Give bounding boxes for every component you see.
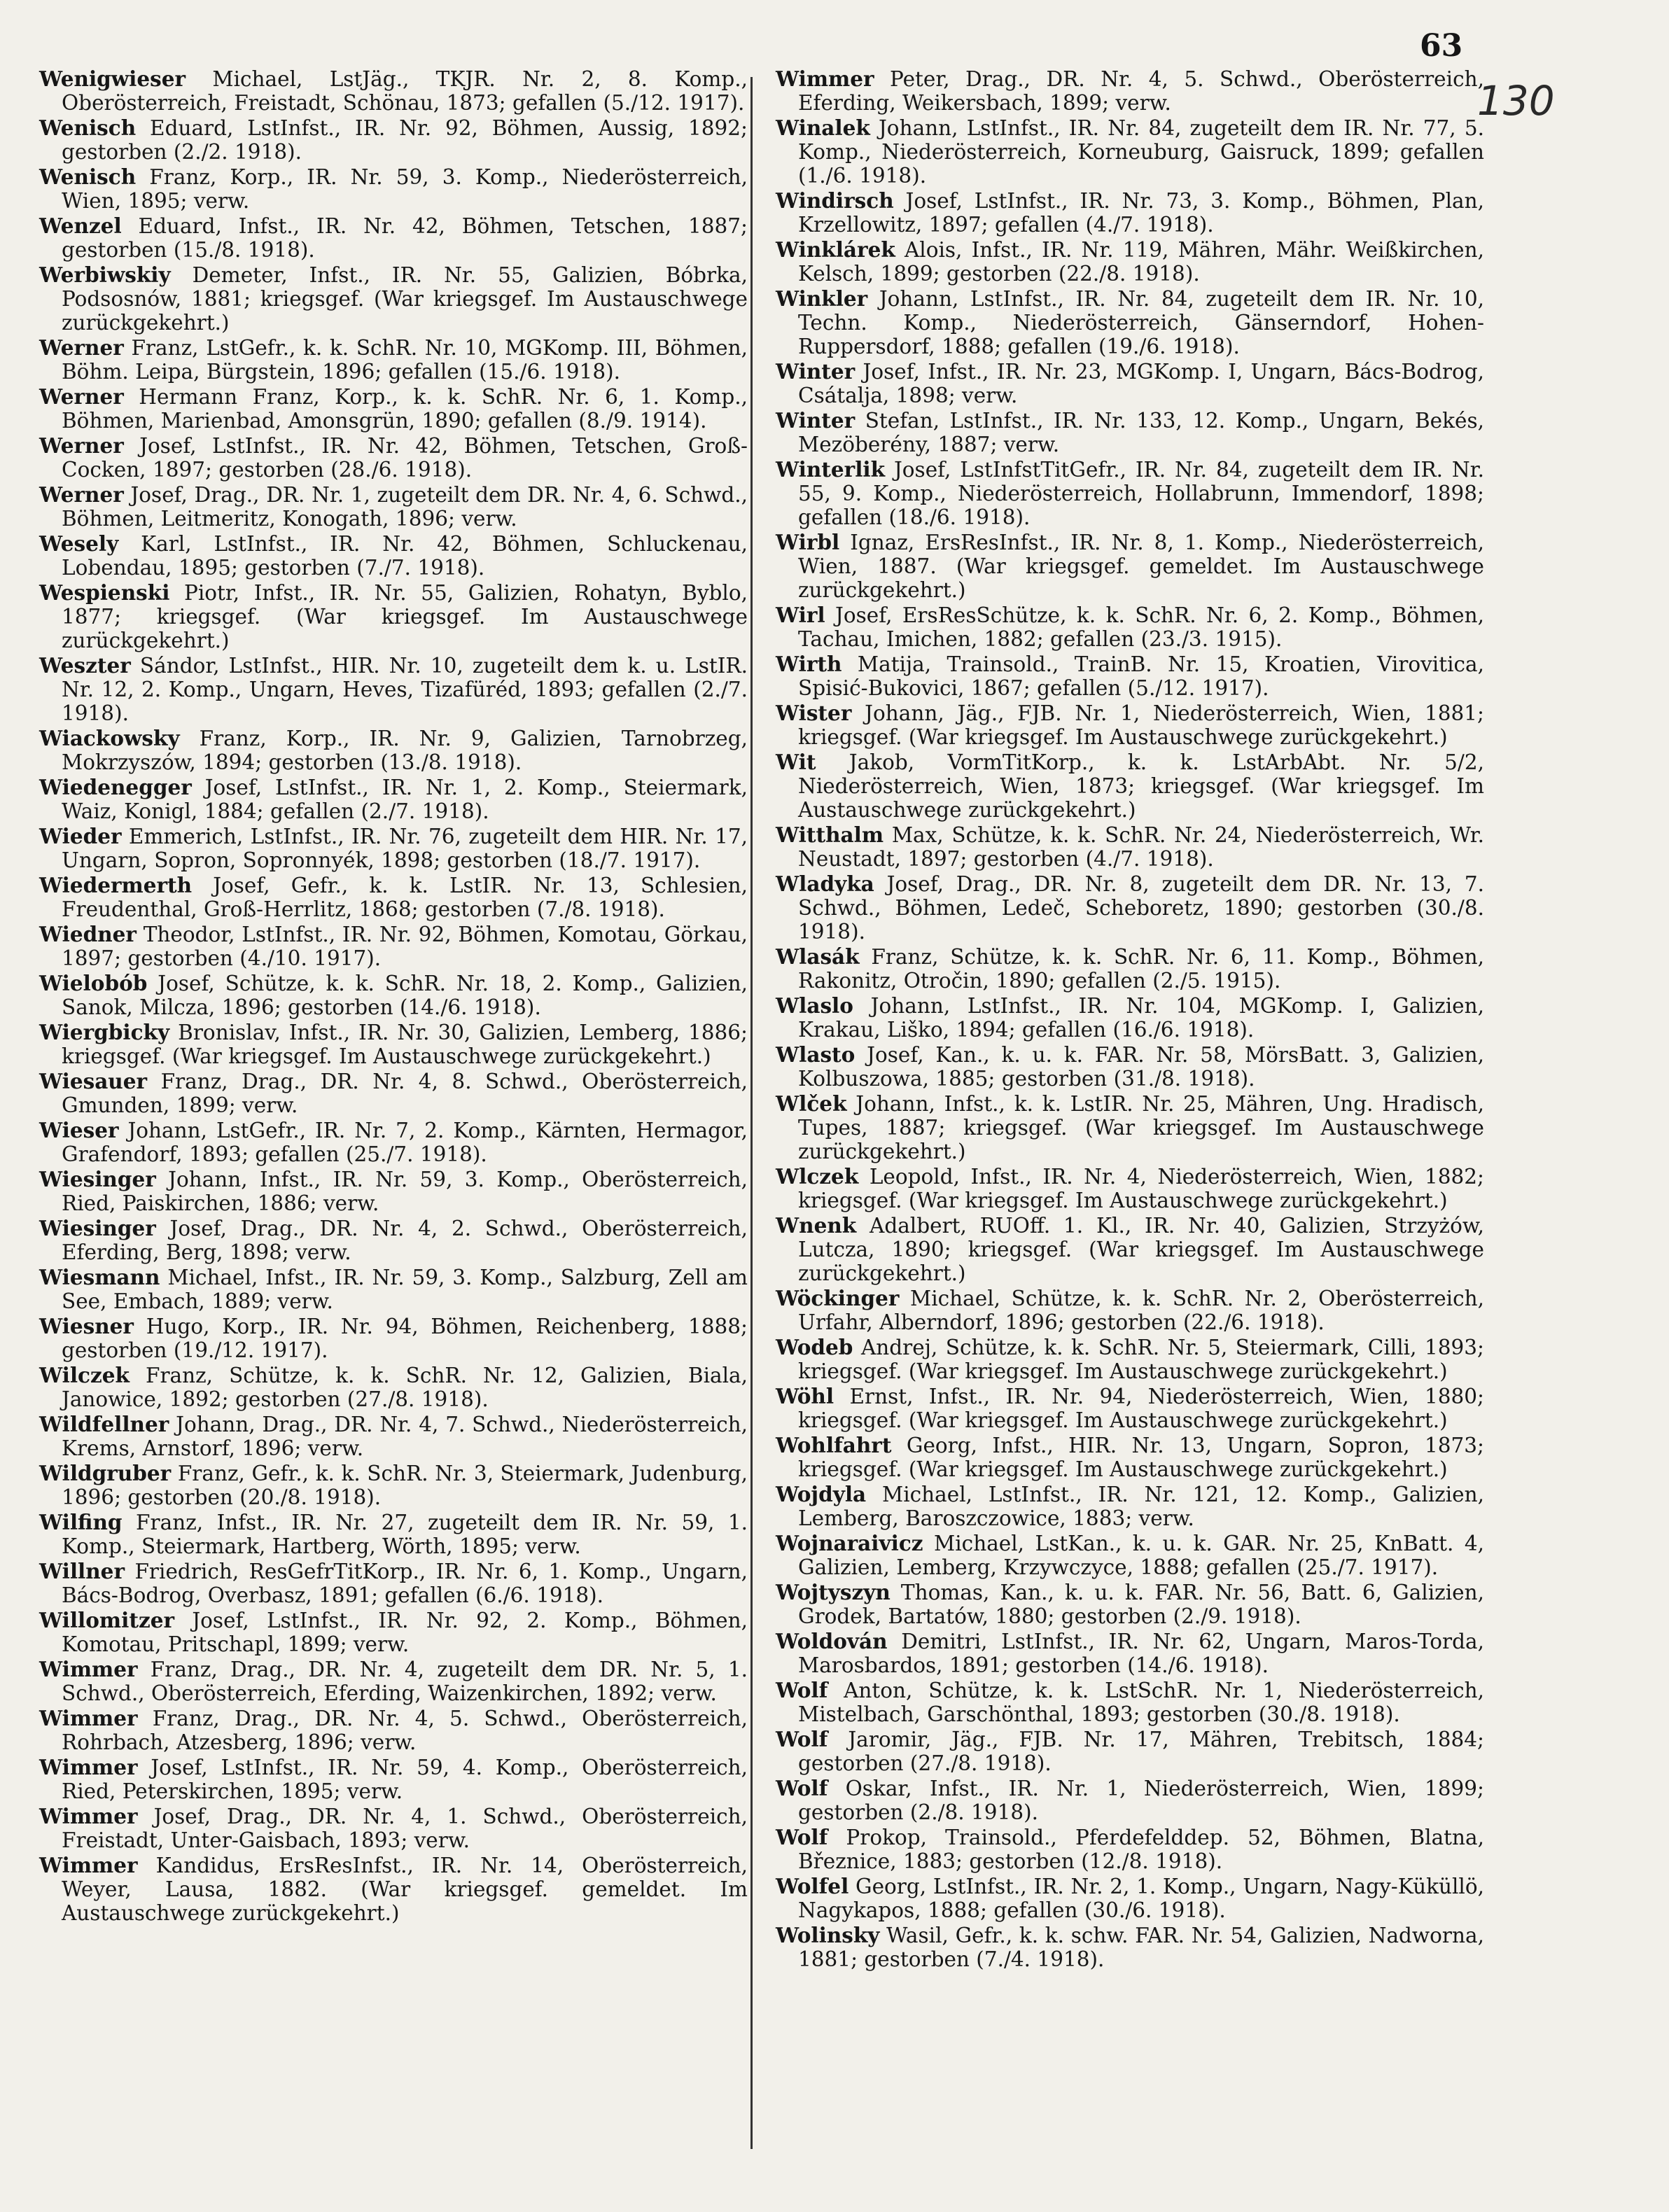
casualty-entry	[776, 603, 1484, 651]
handwritten-page-note: 130	[1477, 77, 1555, 125]
casualty-entry	[39, 1266, 748, 1313]
entry-surname: Werner	[39, 335, 124, 360]
casualty-entry	[39, 825, 748, 872]
entry-surname: Werner	[39, 384, 124, 409]
entry-details: Piotr, Infst., IR. Nr. 55, Galizien, Rohatyn, Byblo, 1877; kriegsgef. (War kriegsgef. Im Austauschwege zurückgekehrt.)	[62, 581, 748, 652]
casualty-entry	[39, 165, 748, 213]
entry-details: Ernst, Infst., IR. Nr. 94, Niederösterreich, Wien, 1880; kriegsgef. (War kriegsgef. Im Austauschwege zurückgekehrt.)	[798, 1385, 1484, 1432]
casualty-entry	[39, 727, 748, 774]
entry-details: Alois, Infst., IR. Nr. 119, Mähren, Mähr. Weißkirchen, Kelsch, 1899; gestorben (22./8. 1918).	[798, 238, 1484, 286]
casualty-entry	[39, 385, 748, 433]
column-divider	[750, 77, 753, 2149]
entry-details: Bronislav, Infst., IR. Nr. 30, Galizien, Lemberg, 1886; kriegsgef. (War kriegsgef. Im Austauschwege zurückgekehrt.)	[62, 1021, 748, 1068]
right-column	[776, 67, 1484, 1973]
entry-details: Max, Schütze, k. k. SchR. Nr. 24, Niederösterreich, Wr. Neustadt, 1897; gestorben (4./7. 1918).	[798, 823, 1484, 871]
entry-details: Georg, Infst., HIR. Nr. 13, Ungarn, Sopron, 1873; kriegsgef. (War kriegsgef. Im Austauschwege zurückgekehrt.)	[798, 1434, 1484, 1481]
entry-surname: Wirth	[776, 652, 842, 676]
entry-details: Eduard, LstInfst., IR. Nr. 92, Böhmen, Aussig, 1892; gestorben (2./2. 1918).	[62, 116, 748, 164]
entry-surname: Wirl	[776, 603, 825, 627]
entry-surname: Wenisch	[39, 164, 137, 189]
entry-details: Franz, LstGefr., k. k. SchR. Nr. 10, MGKomp. III, Böhmen, Böhm. Leipa, Bürgstein, 1896; gefallen (15./6. 1918).	[62, 336, 748, 384]
entry-details: Demeter, Infst., IR. Nr. 55, Galizien, Bóbrka, Podsosnów, 1881; kriegsgef. (War kriegsgef. Im Austauschwege zurückgekehrt.)	[62, 263, 748, 335]
casualty-entry	[776, 1287, 1484, 1334]
entry-surname: Winterlik	[776, 457, 886, 482]
entry-surname: Wodeb	[776, 1335, 853, 1359]
entry-surname: Werner	[39, 482, 124, 507]
entry-details: Josef, Kan., k. u. k. FAR. Nr. 58, MörsBatt. 3, Galizien, Kolbuszowa, 1885; gestorben (31./8. 1918).	[798, 1043, 1484, 1091]
entry-details: Johann, Infst., k. k. LstIR. Nr. 25, Mähren, Ung. Hradisch, Tupes, 1887; kriegsgef. (War kriegsgef. Im Austauschwege zurückgekehrt.)	[798, 1092, 1484, 1163]
casualty-entry	[39, 1168, 748, 1215]
entry-surname: Wimmer	[39, 1853, 138, 1877]
casualty-entry	[776, 67, 1484, 115]
casualty-entry	[776, 1532, 1484, 1579]
entry-surname: Wolf	[776, 1776, 828, 1800]
entry-surname: Wenzel	[39, 214, 122, 238]
casualty-entry	[39, 1854, 748, 1925]
casualty-entry	[39, 1805, 748, 1852]
entry-details: Prokop, Trainsold., Pferdefelddep. 52, Böhmen, Blatna, Březnice, 1883; gestorben (12./8. 1918).	[798, 1826, 1484, 1873]
entry-details: Anton, Schütze, k. k. LstSchR. Nr. 1, Niederösterreich, Mistelbach, Garschönthal, 1893; gestorben (30./8. 1918).	[798, 1679, 1484, 1726]
entry-surname: Winklárek	[776, 237, 895, 262]
casualty-entry	[39, 581, 748, 652]
casualty-entry	[39, 1217, 748, 1264]
entry-surname: Wirbl	[776, 530, 840, 554]
casualty-entry	[776, 872, 1484, 944]
entry-surname: Winalek	[776, 115, 870, 140]
entry-details: Michael, LstJäg., TKJR. Nr. 2, 8. Komp., Oberösterreich, Freistadt, Schönau, 1873; gefallen (5./12. 1917).	[62, 67, 748, 115]
casualty-entry	[39, 654, 748, 725]
entry-details: Eduard, Infst., IR. Nr. 42, Böhmen, Tetschen, 1887; gestorben (15./8. 1918).	[62, 214, 748, 262]
entry-details: Peter, Drag., DR. Nr. 4, 5. Schwd., Oberösterreich, Eferding, Weikersbach, 1899; verw.	[798, 67, 1484, 115]
casualty-entry	[776, 1165, 1484, 1212]
casualty-entry	[776, 360, 1484, 407]
entry-surname: Wohlfahrt	[776, 1433, 892, 1457]
entry-surname: Wieser	[39, 1118, 119, 1142]
entry-surname: Wlasto	[776, 1042, 856, 1067]
casualty-entry	[776, 238, 1484, 286]
entry-surname: Wlček	[776, 1091, 847, 1116]
casualty-entry	[39, 1315, 748, 1362]
entry-details: Josef, Schütze, k. k. SchR. Nr. 18, 2. Komp., Galizien, Sanok, Milcza, 1896; gestorben (14./6. 1918).	[62, 972, 748, 1019]
casualty-entry	[39, 1560, 748, 1607]
casualty-entry	[776, 458, 1484, 529]
casualty-entry	[39, 116, 748, 164]
casualty-entry	[776, 1924, 1484, 1971]
entry-surname: Wildgruber	[39, 1461, 172, 1485]
casualty-entry	[776, 287, 1484, 358]
entry-details: Josef, LstInfst., IR. Nr. 42, Böhmen, Tetschen, Groß-Cocken, 1897; gestorben (28./6. 1918).	[62, 434, 748, 482]
casualty-entry	[39, 532, 748, 580]
casualty-entry	[39, 214, 748, 262]
entry-surname: Wiackowsky	[39, 726, 180, 750]
casualty-entry	[39, 263, 748, 335]
casualty-entry	[39, 336, 748, 384]
casualty-entry	[39, 1364, 748, 1411]
entry-surname: Werbiwskiy	[39, 262, 171, 287]
entry-details: Sándor, LstInfst., HIR. Nr. 10, zugeteilt dem k. u. LstIR. Nr. 12, 2. Komp., Ungarn, Heves, Tizafüréd, 1893; gefallen (2./7. 1918).	[62, 654, 748, 725]
entry-details: Josef, LstInfst., IR. Nr. 92, 2. Komp., Böhmen, Komotau, Pritschapl, 1899; verw.	[62, 1609, 748, 1656]
entry-surname: Wimmer	[39, 1657, 138, 1681]
entry-surname: Wimmer	[776, 66, 874, 91]
entry-surname: Wojtyszyn	[776, 1580, 891, 1604]
casualty-entry	[39, 1070, 748, 1117]
casualty-entry	[39, 923, 748, 970]
entry-surname: Wiesinger	[39, 1167, 156, 1191]
entry-details: Hugo, Korp., IR. Nr. 94, Böhmen, Reichenberg, 1888; gestorben (19./12. 1917).	[62, 1315, 748, 1362]
entry-surname: Wiedenegger	[39, 775, 192, 799]
casualty-entry	[39, 1707, 748, 1754]
entry-surname: Wildfellner	[39, 1412, 169, 1436]
entry-details: Thomas, Kan., k. u. k. FAR. Nr. 56, Batt. 6, Galizien, Grodek, Bartatów, 1880; gestorben (2./9. 1918).	[798, 1581, 1484, 1628]
entry-details: Johann, LstInfst., IR. Nr. 84, zugeteilt dem IR. Nr. 10, Techn. Komp., Niederösterreich, Gänserndorf, Hohen-Ruppersdorf, 1888; gefallen (19./6. 1918).	[798, 287, 1484, 358]
entry-surname: Winkler	[776, 286, 868, 311]
entry-surname: Wilczek	[39, 1363, 130, 1387]
entry-surname: Windirsch	[776, 188, 894, 213]
casualty-entry	[39, 483, 748, 531]
entry-surname: Wiesinger	[39, 1216, 156, 1240]
entry-surname: Woldován	[776, 1629, 888, 1653]
entry-details: Johann, Drag., DR. Nr. 4, 7. Schwd., Niederösterreich, Krems, Arnstorf, 1896; verw.	[62, 1413, 748, 1460]
casualty-entry	[776, 1630, 1484, 1677]
casualty-entry	[39, 1658, 748, 1705]
entry-details: Josef, Gefr., k. k. LstIR. Nr. 13, Schlesien, Freudenthal, Groß-Herrlitz, 1868; gestorben (7./8. 1918).	[62, 874, 748, 921]
casualty-entry	[39, 874, 748, 921]
entry-surname: Wenisch	[39, 115, 137, 140]
entry-surname: Wimmer	[39, 1804, 138, 1828]
casualty-entry	[39, 1462, 748, 1509]
entry-surname: Wöhl	[776, 1384, 834, 1408]
casualty-entry	[776, 1336, 1484, 1383]
entry-details: Karl, LstInfst., IR. Nr. 42, Böhmen, Schluckenau, Lobendau, 1895; gestorben (7./7. 1918).	[62, 532, 748, 580]
entry-details: Josef, Infst., IR. Nr. 23, MGKomp. I, Ungarn, Bács-Bodrog, Csátalja, 1898; verw.	[798, 360, 1484, 407]
casualty-entry	[39, 1119, 748, 1166]
entry-details: Franz, Drag., DR. Nr. 4, 5. Schwd., Oberösterreich, Rohrbach, Atzesberg, 1896; verw.	[62, 1707, 748, 1754]
entry-surname: Wlczek	[776, 1164, 859, 1189]
entry-surname: Wnenk	[776, 1213, 857, 1238]
entry-surname: Wolfel	[776, 1874, 849, 1898]
casualty-entry	[39, 1511, 748, 1558]
entry-details: Jaromir, Jäg., FJB. Nr. 17, Mähren, Trebitsch, 1884; gestorben (27./8. 1918).	[798, 1728, 1484, 1775]
entry-details: Johann, Infst., IR. Nr. 59, 3. Komp., Oberösterreich, Ried, Paiskirchen, 1886; verw.	[62, 1168, 748, 1215]
entry-surname: Willomitzer	[39, 1608, 175, 1632]
entry-details: Franz, Infst., IR. Nr. 27, zugeteilt dem IR. Nr. 59, 1. Komp., Steiermark, Hartberg, Wörth, 1895; verw.	[62, 1511, 748, 1558]
entry-details: Josef, Drag., DR. Nr. 4, 2. Schwd., Oberösterreich, Eferding, Berg, 1898; verw.	[62, 1217, 748, 1264]
entry-details: Johann, Jäg., FJB. Nr. 1, Niederösterreich, Wien, 1881; kriegsgef. (War kriegsgef. Im Austauschwege zurückgekehrt.)	[798, 701, 1484, 749]
entry-surname: Wimmer	[39, 1755, 138, 1779]
entry-details: Michael, LstInfst., IR. Nr. 121, 12. Komp., Galizien, Lemberg, Baroszczowice, 1883; verw.	[798, 1483, 1484, 1530]
entry-details: Georg, LstInfst., IR. Nr. 2, 1. Komp., Ungarn, Nagy-Küküllö, Nagykapos, 1888; gefallen (30./6. 1918).	[798, 1875, 1484, 1922]
casualty-entry	[776, 1728, 1484, 1775]
entry-details: Franz, Drag., DR. Nr. 4, zugeteilt dem DR. Nr. 5, 1. Schwd., Oberösterreich, Eferding, Waizenkirchen, 1892; verw.	[62, 1658, 748, 1705]
casualty-entry	[776, 1875, 1484, 1922]
entry-details: Michael, Schütze, k. k. SchR. Nr. 2, Oberösterreich, Urfahr, Alberndorf, 1896; gestorben (22./6. 1918).	[798, 1287, 1484, 1334]
casualty-entry	[776, 701, 1484, 749]
casualty-entry	[39, 1609, 748, 1656]
entry-details: Michael, Infst., IR. Nr. 59, 3. Komp., Salzburg, Zell am See, Embach, 1889; verw.	[62, 1266, 748, 1313]
casualty-entry	[776, 1679, 1484, 1726]
casualty-entry	[39, 1413, 748, 1460]
casualty-entry	[776, 652, 1484, 700]
entry-surname: Winter	[776, 408, 856, 433]
casualty-entry	[776, 531, 1484, 602]
entry-surname: Wolf	[776, 1678, 828, 1702]
casualty-entry	[776, 1043, 1484, 1091]
entry-details: Franz, Gefr., k. k. SchR. Nr. 3, Steiermark, Judenburg, 1896; gestorben (20./8. 1918).	[62, 1462, 748, 1509]
entry-surname: Winter	[776, 359, 856, 384]
entry-details: Demitri, LstInfst., IR. Nr. 62, Ungarn, Maros-Torda, Marosbardos, 1891; gestorben (14./6. 1918).	[798, 1630, 1484, 1677]
entry-surname: Wlasák	[776, 944, 860, 969]
entry-details: Ignaz, ErsResInfst., IR. Nr. 8, 1. Komp., Niederösterreich, Wien, 1887. (War kriegsgef. gemeldet. Im Austauschwege zurückgekehrt.)	[798, 531, 1484, 602]
entry-details: Andrej, Schütze, k. k. SchR. Nr. 5, Steiermark, Cilli, 1893; kriegsgef. (War kriegsgef. Im Austauschwege zurückgekehrt.)	[798, 1336, 1484, 1383]
casualty-entry	[776, 750, 1484, 822]
entry-details: Josef, LstInfst., IR. Nr. 59, 4. Komp., Oberösterreich, Ried, Peterskirchen, 1895; verw.	[62, 1756, 748, 1803]
entry-details: Josef, Drag., DR. Nr. 1, zugeteilt dem DR. Nr. 4, 6. Schwd., Böhmen, Leitmeritz, Konogath, 1896; verw.	[62, 483, 748, 531]
casualty-entry	[776, 945, 1484, 993]
casualty-entry	[776, 409, 1484, 456]
casualty-entry	[39, 972, 748, 1019]
casualty-entry	[776, 189, 1484, 237]
entry-details: Franz, Korp., IR. Nr. 59, 3. Komp., Niederösterreich, Wien, 1895; verw.	[62, 165, 748, 213]
entry-details: Matija, Trainsold., TrainB. Nr. 15, Kroatien, Virovitica, Spisić-Bukovici, 1867; gefallen (5./12. 1917).	[798, 652, 1484, 700]
entry-details: Theodor, LstInfst., IR. Nr. 92, Böhmen, Komotau, Görkau, 1897; gestorben (4./10. 1917).	[62, 923, 748, 970]
entry-surname: Wenigwieser	[39, 66, 186, 91]
entry-surname: Werner	[39, 433, 124, 458]
entry-details: Franz, Schütze, k. k. SchR. Nr. 6, 11. Komp., Böhmen, Rakonitz, Otročin, 1890; gefallen (2./5. 1915).	[798, 945, 1484, 993]
entry-surname: Wiesauer	[39, 1069, 148, 1093]
entry-surname: Wister	[776, 701, 852, 725]
entry-surname: Willner	[39, 1559, 125, 1583]
casualty-entry	[776, 823, 1484, 871]
entry-details: Jakob, VormTitKorp., k. k. LstArbAbt. Nr. 5/2, Niederösterreich, Wien, 1873; kriegsgef. (War kriegsgef. Im Austauschwege zurückgekehrt.)	[798, 750, 1484, 822]
entry-surname: Wolf	[776, 1825, 828, 1849]
left-column	[39, 67, 748, 1926]
entry-details: Josef, LstInfstTitGefr., IR. Nr. 84, zugeteilt dem IR. Nr. 55, 9. Komp., Niederösterreich, Hollabrunn, Immendorf, 1898; gefallen (18./6. 1918).	[798, 458, 1484, 529]
casualty-entry	[776, 116, 1484, 188]
casualty-entry	[39, 67, 748, 115]
entry-details: Franz, Drag., DR. Nr. 4, 8. Schwd., Oberösterreich, Gmunden, 1899; verw.	[62, 1070, 748, 1117]
entry-surname: Wiergbicky	[39, 1020, 170, 1044]
casualty-entry	[776, 994, 1484, 1042]
entry-details: Johann, LstInfst., IR. Nr. 84, zugeteilt dem IR. Nr. 77, 5. Komp., Niederösterreich, Korneuburg, Gaisruck, 1899; gefallen (1./6. 1918).	[798, 116, 1484, 188]
entry-details: Kandidus, ErsResInfst., IR. Nr. 14, Oberösterreich, Weyer, Lausa, 1882. (War kriegsgef. gemeldet. Im Austauschwege zurückgekehrt.)	[62, 1854, 748, 1925]
entry-surname: Wöckinger	[776, 1286, 900, 1310]
entry-surname: Witthalm	[776, 822, 884, 847]
entry-surname: Wiesmann	[39, 1265, 160, 1289]
entry-details: Johann, LstInfst., IR. Nr. 104, MGKomp. I, Galizien, Krakau, Liško, 1894; gefallen (16./6. 1918).	[798, 994, 1484, 1042]
entry-details: Adalbert, RUOff. 1. Kl., IR. Nr. 40, Galizien, Strzyżów, Lutcza, 1890; kriegsgef. (War kriegsgef. Im Austauschwege zurückgekehrt.)	[798, 1214, 1484, 1285]
entry-details: Oskar, Infst., IR. Nr. 1, Niederösterreich, Wien, 1899; gestorben (2./8. 1918).	[798, 1777, 1484, 1824]
entry-surname: Wit	[776, 750, 816, 774]
entry-details: Josef, LstInfst., IR. Nr. 1, 2. Komp., Steiermark, Waiz, Konigl, 1884; gefallen (2./7. 1918).	[62, 776, 748, 823]
entry-surname: Wesely	[39, 531, 119, 556]
entry-details: Josef, LstInfst., IR. Nr. 73, 3. Komp., Böhmen, Plan, Krzellowitz, 1897; gefallen (4./7. 1918).	[798, 189, 1484, 237]
casualty-entry	[776, 1092, 1484, 1163]
casualty-entry	[776, 1434, 1484, 1481]
entry-surname: Wladyka	[776, 872, 874, 896]
casualty-entry	[776, 1483, 1484, 1530]
casualty-entry	[776, 1826, 1484, 1873]
page-number: 63	[1420, 28, 1463, 64]
entry-surname: Wlaslo	[776, 993, 853, 1018]
entry-surname: Wolf	[776, 1727, 828, 1751]
entry-surname: Wilfing	[39, 1510, 123, 1534]
entry-details: Josef, ErsResSchütze, k. k. SchR. Nr. 6, 2. Komp., Böhmen, Tachau, Imichen, 1882; gefallen (23./3. 1915).	[798, 603, 1484, 651]
casualty-entry	[39, 434, 748, 482]
entry-details: Hermann Franz, Korp., k. k. SchR. Nr. 6, 1. Komp., Böhmen, Marienbad, Amonsgrün, 1890; gefallen (8./9. 1914).	[62, 385, 748, 433]
entry-surname: Wimmer	[39, 1706, 138, 1730]
entry-surname: Wiesner	[39, 1314, 134, 1338]
entry-details: Wasil, Gefr., k. k. schw. FAR. Nr. 54, Galizien, Nadworna, 1881; gestorben (7./4. 1918).	[798, 1924, 1484, 1971]
casualty-entry	[776, 1214, 1484, 1285]
entry-surname: Weszter	[39, 653, 131, 678]
entry-details: Josef, Drag., DR. Nr. 8, zugeteilt dem DR. Nr. 13, 7. Schwd., Böhmen, Ledeč, Scheboretz, 1890; gestorben (30./8. 1918).	[798, 872, 1484, 944]
casualty-entry	[776, 1385, 1484, 1432]
entry-details: Michael, LstKan., k. u. k. GAR. Nr. 25, KnBatt. 4, Galizien, Lemberg, Krzywczyce, 1888; gefallen (25./7. 1917).	[798, 1532, 1484, 1579]
entry-surname: Wiedner	[39, 922, 137, 946]
entry-surname: Wojnaraivicz	[776, 1531, 923, 1555]
entry-surname: Wojdyla	[776, 1482, 867, 1506]
entry-details: Franz, Korp., IR. Nr. 9, Galizien, Tarnobrzeg, Mokrzyszów, 1894; gestorben (13./8. 1918).	[62, 727, 748, 774]
entry-details: Johann, LstGefr., IR. Nr. 7, 2. Komp., Kärnten, Hermagor, Grafendorf, 1893; gefallen (25./7. 1918).	[62, 1119, 748, 1166]
entry-details: Franz, Schütze, k. k. SchR. Nr. 12, Galizien, Biala, Janowice, 1892; gestorben (27./8. 1918).	[62, 1364, 748, 1411]
casualty-entry	[776, 1777, 1484, 1824]
casualty-entry	[776, 1581, 1484, 1628]
entry-surname: Wespienski	[39, 580, 170, 605]
casualty-entry	[39, 1021, 748, 1068]
entry-details: Josef, Drag., DR. Nr. 4, 1. Schwd., Oberösterreich, Freistadt, Unter-Gaisbach, 1893; verw.	[62, 1805, 748, 1852]
casualty-entry	[39, 776, 748, 823]
entry-surname: Wiedermerth	[39, 873, 193, 897]
entry-surname: Wolinsky	[776, 1923, 880, 1947]
entry-surname: Wielobób	[39, 971, 148, 995]
casualty-entry	[39, 1756, 748, 1803]
entry-details: Stefan, LstInfst., IR. Nr. 133, 12. Komp., Ungarn, Bekés, Mezöberény, 1887; verw.	[798, 409, 1484, 456]
entry-details: Friedrich, ResGefrTitKorp., IR. Nr. 6, 1. Komp., Ungarn, Bács-Bodrog, Overbasz, 1891; gefallen (6./6. 1918).	[62, 1560, 748, 1607]
entry-details: Leopold, Infst., IR. Nr. 4, Niederösterreich, Wien, 1882; kriegsgef. (War kriegsgef. Im Austauschwege zurückgekehrt.)	[798, 1165, 1484, 1212]
entry-details: Emmerich, LstInfst., IR. Nr. 76, zugeteilt dem HIR. Nr. 17, Ungarn, Sopron, Sopronnyék, 1898; gestorben (18./7. 1917).	[62, 825, 748, 872]
entry-surname: Wieder	[39, 824, 122, 848]
